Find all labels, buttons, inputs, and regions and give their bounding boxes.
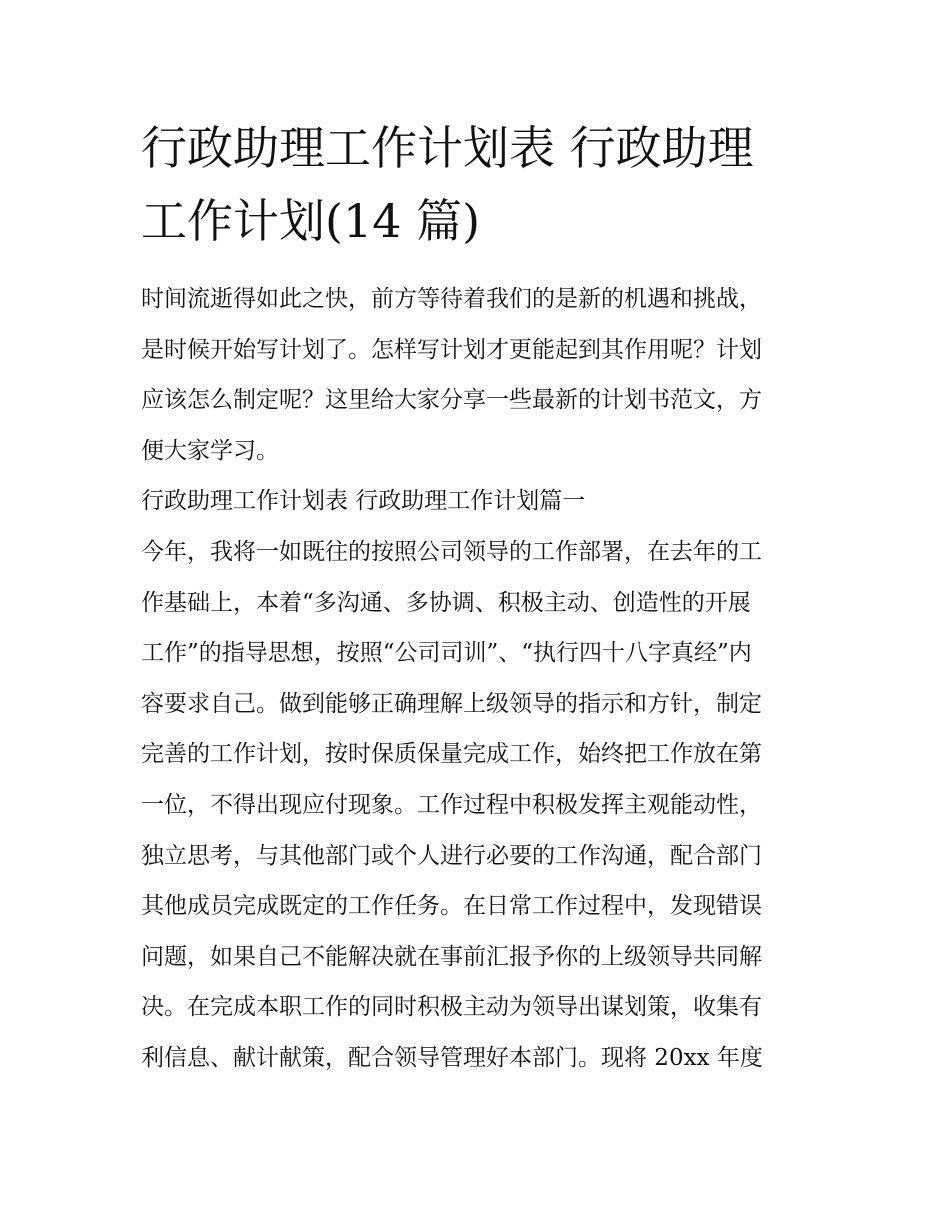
body-line: 工作”的指导思想，按照“公司司训”、“执行四十八字真经”内 [141,640,752,667]
body-line: 其他成员完成既定的工作任务。在日常工作过程中，发现错误 [141,893,762,920]
title-line-2: 工作计划(14 篇) [141,194,481,248]
intro-line: 便大家学习。 [141,437,279,464]
body-line: 完善的工作计划，按时保质保量完成工作，始终把工作放在第 [141,741,762,768]
intro-line: 是时候开始写计划了。怎样写计划才更能起到其作用呢？计划 [141,336,762,363]
title-line-1: 行政助理工作计划表 行政助理 [141,121,754,175]
body-line: 决。在完成本职工作的同时积极主动为领导出谋划策，收集有 [141,994,762,1021]
document-body [141,274,821,1084]
document-title [141,112,821,258]
body-line: 利信息、献计献策，配合领导管理好本部门。现将 20xx 年度 [141,1044,763,1071]
section-heading: 行政助理工作计划表 行政助理工作计划篇一 [141,488,586,515]
body-line: 容要求自己。做到能够正确理解上级领导的指示和方针，制定 [141,690,762,717]
body-line: 今年，我将一如既往的按照公司领导的工作部署，在去年的工 [141,538,762,565]
body-line: 独立思考，与其他部门或个人进行必要的工作沟通，配合部门 [141,842,762,869]
body-line: 问题，如果自己不能解决就在事前汇报予你的上级领导共同解 [141,943,762,970]
body-line: 一位，不得出现应付现象。工作过程中积极发挥主观能动性， [141,791,762,818]
intro-line: 应该怎么制定呢？这里给大家分享一些最新的计划书范文，方 [141,387,762,414]
intro-line: 时间流逝得如此之快，前方等待着我们的是新的机遇和挑战， [141,286,762,312]
body-line: 作基础上，本着“多沟通、多协调、积极主动、创造性的开展 [141,589,751,616]
